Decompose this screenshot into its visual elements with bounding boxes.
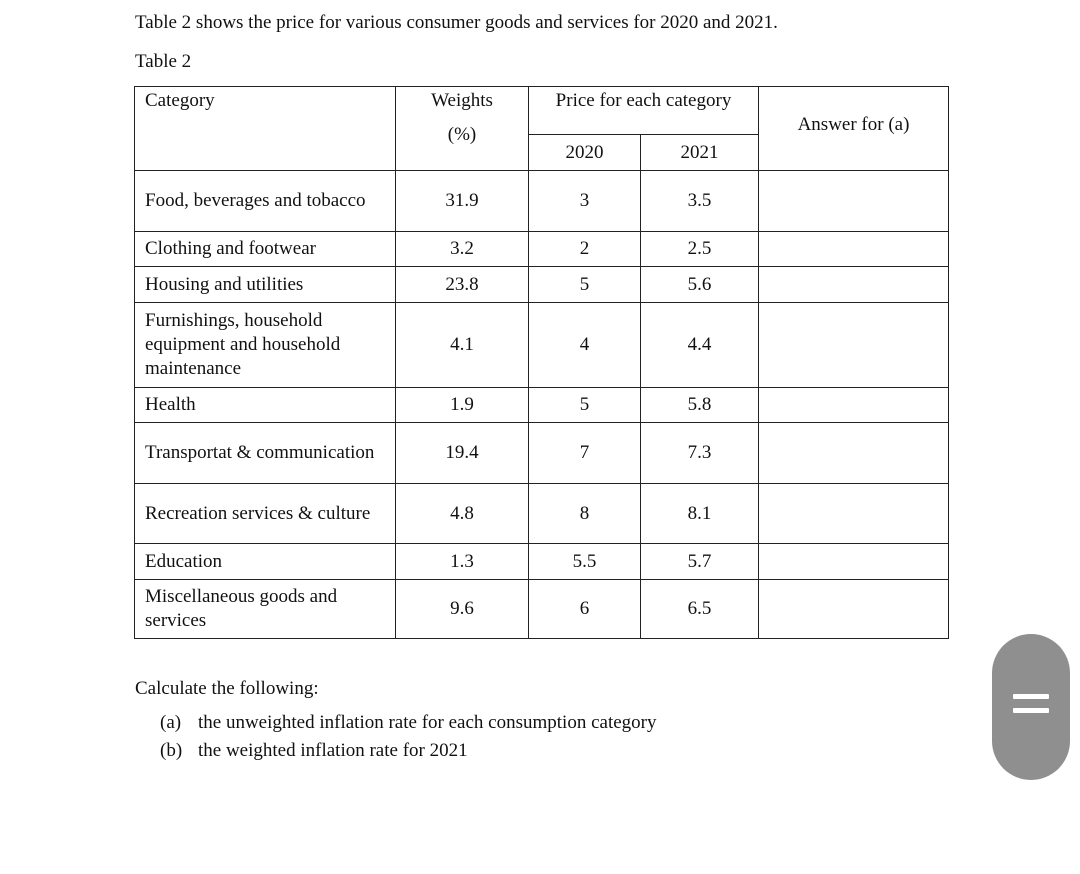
table-label: Table 2: [135, 51, 192, 72]
row-price-2021: 5.6: [641, 267, 759, 303]
row-answer[interactable]: [759, 580, 949, 639]
question-item: [160, 709, 656, 737]
row-weight: 4.1: [396, 303, 529, 388]
drag-handle-icon: [1013, 694, 1049, 716]
table-row: [135, 303, 949, 388]
header-weights-label: Weights: [431, 90, 493, 111]
row-category: Recreation services & culture: [135, 484, 396, 544]
row-weight: 9.6: [396, 580, 529, 639]
row-category: Food, beverages and tobacco: [135, 171, 396, 232]
row-price-2021: 7.3: [641, 423, 759, 484]
row-weight: 4.8: [396, 484, 529, 544]
question-label: (b): [160, 740, 183, 761]
row-price-2020: 5.5: [529, 544, 641, 580]
row-category: Miscellaneous goods and services: [135, 580, 396, 639]
row-answer[interactable]: [759, 303, 949, 388]
table-row: [135, 232, 949, 267]
table-row: [135, 267, 949, 303]
intro-text: Table 2 shows the price for various consumer goods and services for 2020 and 2021.: [135, 12, 778, 33]
row-weight: 19.4: [396, 423, 529, 484]
row-price-2020: 8: [529, 484, 641, 544]
row-answer[interactable]: [759, 544, 949, 580]
row-category: Health: [135, 388, 396, 423]
scroll-handle[interactable]: [992, 634, 1070, 780]
header-weights-unit: (%): [447, 124, 477, 145]
row-answer[interactable]: [759, 388, 949, 423]
table-row: [135, 388, 949, 423]
row-category: Clothing and footwear: [135, 232, 396, 267]
header-weights: [396, 87, 529, 171]
row-price-2020: 5: [529, 267, 641, 303]
header-price-group: Price for each category: [529, 87, 759, 135]
row-category: Housing and utilities: [135, 267, 396, 303]
row-weight: 3.2: [396, 232, 529, 267]
row-price-2020: 3: [529, 171, 641, 232]
row-category: Transportat & communication: [135, 423, 396, 484]
question-list: [160, 709, 656, 765]
header-answer: Answer for (a): [759, 87, 949, 171]
calculate-instruction: Calculate the following:: [135, 678, 319, 699]
row-answer[interactable]: [759, 232, 949, 267]
row-weight: 1.9: [396, 388, 529, 423]
row-category: Furnishings, household equipment and household maintenance: [135, 303, 396, 388]
row-price-2021: 8.1: [641, 484, 759, 544]
row-price-2021: 3.5: [641, 171, 759, 232]
row-answer[interactable]: [759, 484, 949, 544]
header-category: Category: [135, 87, 396, 171]
row-price-2021: 5.7: [641, 544, 759, 580]
question-label: (a): [160, 712, 182, 733]
table-row: [135, 484, 949, 544]
row-answer[interactable]: [759, 267, 949, 303]
row-price-2020: 6: [529, 580, 641, 639]
row-weight: 31.9: [396, 171, 529, 232]
row-price-2020: 7: [529, 423, 641, 484]
row-price-2021: 6.5: [641, 580, 759, 639]
price-table: [134, 86, 949, 639]
table-row: [135, 171, 949, 232]
row-category: Education: [135, 544, 396, 580]
row-answer[interactable]: [759, 423, 949, 484]
row-price-2021: 4.4: [641, 303, 759, 388]
row-price-2021: 2.5: [641, 232, 759, 267]
row-weight: 1.3: [396, 544, 529, 580]
question-text: the unweighted inflation rate for each consumption category: [198, 712, 657, 733]
row-price-2020: 5: [529, 388, 641, 423]
table-row: [135, 423, 949, 484]
header-year-2021: 2021: [641, 135, 759, 171]
table-row: [135, 544, 949, 580]
question-item: [160, 737, 656, 765]
row-answer[interactable]: [759, 171, 949, 232]
row-price-2020: 4: [529, 303, 641, 388]
row-price-2020: 2: [529, 232, 641, 267]
table-row: [135, 580, 949, 639]
header-year-2020: 2020: [529, 135, 641, 171]
row-price-2021: 5.8: [641, 388, 759, 423]
row-weight: 23.8: [396, 267, 529, 303]
question-text: the weighted inflation rate for 2021: [198, 740, 468, 761]
